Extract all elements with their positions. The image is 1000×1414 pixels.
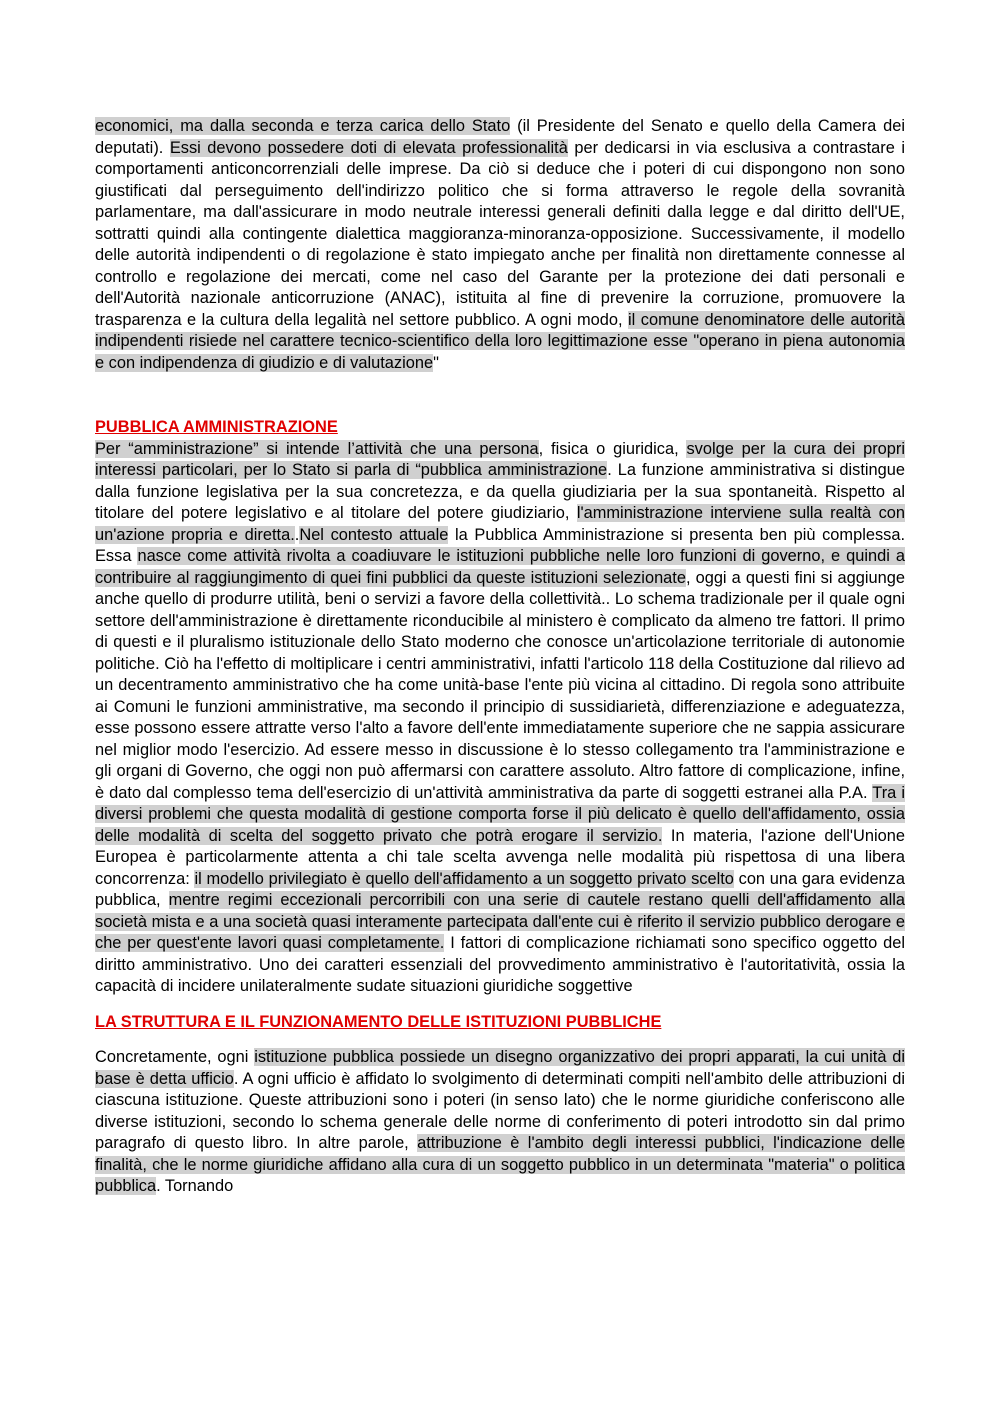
text-run: . bbox=[294, 525, 300, 544]
text-run: " bbox=[433, 353, 439, 372]
highlighted-text: mentre regimi eccezionali percorribili con una serie di cautele restano quelli dell'affidamento alla società mista e a una società quasi interamente partecipata dall'ente cui è riferito il servizio pubblico derogare e che per quest'ente lavori quasi completamente. bbox=[95, 891, 905, 952]
highlighted-text: nasce come attività rivolta a coadiuvare le istituzioni pubbliche nelle loro funzioni di governo, e quindi a contribuire al raggiungimento di quei fini pubblici da queste istituzioni selezionate bbox=[95, 547, 906, 587]
highlighted-text: il comune denominatore delle autorità indipendenti risiede nel carattere tecnico-scientifico della loro legittimazione esse "operano in piena autonomia e con indipendenza di giudizio e di valutazione bbox=[95, 310, 905, 372]
paragraph-pubblica-amministrazione bbox=[95, 439, 905, 998]
text-run: (il Presidente del Senato e quello della Camera dei deputati). bbox=[95, 117, 905, 157]
highlighted-text: Per “amministrazione” si intende l’attività che una persona bbox=[95, 439, 539, 458]
text-run: con una gara evidenza pubblica, bbox=[95, 869, 905, 909]
highlighted-text: l'amministrazione interviene sulla realtà con un'azione propria e diretta. bbox=[95, 504, 905, 544]
text-run: , oggi a questi fini si aggiunge anche quello di produrre utilità, beni o servizi a favore della collettività.. Lo schema tradizionale per il quale ogni settore dell'amministrazione è direttamente riconducibile al ministero è complicato da almeno tre fattori. Il primo di questi e il pluralismo istituzionale dello Stato moderno che conosce un'articolazione territoriale di autonomie politiche. Ciò ha l'effetto di moltiplicare i centri amministrativi, infatti l'articolo 118 della Costituzione dal rilievo ad un decentramento amministrativo che ha come unità-base l'ente più vicina al cittadino. Di regola sono attribuite ai Comuni le funzioni amministrative, ma secondo il principio di sussidiarietà, differenziazione e adeguatezza, esse possono essere attratte verso l'alto a favore dell'ente immediatamente superiore che ne sappia assicurare nel miglior modo l'esercizio. Ad essere messo in discussione è lo stesso collegamento tra l'amministrazione e gli organi di Governo, che oggi non può affermarsi con carattere assoluto. Altro fattore di complicazione, infine, è dato dal complesso tema dell'esercizio di un'attività amministrativa da parte di soggetti estranei alla P.A. bbox=[95, 568, 905, 802]
heading-struttura-istituzioni: LA STRUTTURA E IL FUNZIONAMENTO DELLE ISTITUZIONI PUBBLICHE bbox=[95, 1012, 662, 1031]
text-run: . A ogni ufficio è affidato lo svolgimento di determinati compiti nell'ambito delle attribuzioni di ciascuna istituzione. Queste attribuzioni sono i poteri (in senso lato) che le norme giuridiche conferiscono alle diverse istituzioni, secondo lo schema generale delle norme di conferimento di poteri introdotto sin dal primo paragrafo di questo libro. In altre parole, bbox=[95, 1069, 905, 1152]
highlighted-text: svolge per la cura dei propri interessi particolari, per lo Stato si parla di “pubblica amministrazione bbox=[95, 439, 905, 479]
highlighted-text: Tra i diversi problemi che questa modalità di gestione comporta forse il più delicato è quello dell'affidamento, ossia delle modalità di scelta del soggetto privato che potrà erogare il servizio. bbox=[95, 783, 905, 845]
paragraph-struttura-istituzioni bbox=[95, 1047, 905, 1198]
text-run: per dedicarsi in via esclusiva a contrastare i comportamenti anticoncorrenziali delle imprese. Da ciò si deduce che i poteri di cui dispongono non sono giustificati dal perseguimento dell'indirizzo politico che si forma attraverso le regole della sovranità parlamentare, ma dall'assicurare in modo neutrale interessi generali definiti dalla legge e dal diritto dell'UE, sottratti quindi alla contingente dialettica maggioranza-minoranza-opposizione. Successivamente, il modello delle autorità indipendenti o di regolazione è stato impiegato anche per finalità non direttamente connesse al controllo e regolazione dei mercati, come nel caso del Garante per la protezione dei dati personali e dell'Autorità nazionale anticorruzione (ANAC), istituita al fine di prevenire la corruzione, promuovere la trasparenza e la cultura della legalità nel settore pubblico. A ogni modo, bbox=[95, 138, 905, 329]
highlighted-text: il modello privilegiato è quello dell'affidamento a un soggetto privato scelto bbox=[194, 869, 734, 888]
document-page bbox=[95, 116, 905, 1198]
highlighted-text: Essi devono possedere doti di elevata professionalità bbox=[169, 138, 568, 157]
text-run: Concretamente, ogni bbox=[95, 1048, 255, 1066]
text-run: . La funzione amministrativa si distingue dalla funzione legislativa per la sua concretezza, e da quella giudiziaria per la sua spontaneità. Rispetto al titolare del potere legislativo e al titolare del potere giudiziario, bbox=[95, 461, 906, 522]
paragraph-autorita-indipendenti bbox=[95, 116, 905, 374]
text-run: , fisica o giuridica, bbox=[538, 439, 687, 458]
highlighted-text: istituzione pubblica possiede un disegno organizzativo dei propri apparati, la cui unità di base è detta ufficio bbox=[95, 1048, 905, 1088]
text-run: la Pubblica Amministrazione si presenta ben più complessa. Essa bbox=[95, 525, 906, 565]
highlighted-text: attribuzione è l'ambito degli interessi pubblici, l'indicazione delle finalità, che le norme giuridiche affidano alla cura di un soggetto pubblico in un determinata "materia" o politica pubblica bbox=[95, 1134, 905, 1195]
heading-pubblica-amministrazione: PUBBLICA AMMINISTRAZIONE bbox=[95, 418, 338, 436]
text-run: . Tornando bbox=[156, 1177, 234, 1195]
highlighted-text: economici, ma dalla seconda e terza carica dello Stato bbox=[95, 117, 511, 135]
text-run: In materia, l'azione dell'Unione Europea è particolarmente attenta a chi tale scelta avvenga nelle modalità più rispettosa di una libera concorrenza: bbox=[95, 826, 905, 888]
text-run: I fattori di complicazione richiamati sono specifico oggetto del diritto amministrativo. Uno dei caratteri essenziali del provvedimento amministrativo è l'autoritatività, ossia la capacità di incidere unilateralmente sudate situazioni giuridiche soggettive bbox=[95, 934, 905, 995]
highlighted-text: Nel contesto attuale bbox=[299, 525, 449, 544]
